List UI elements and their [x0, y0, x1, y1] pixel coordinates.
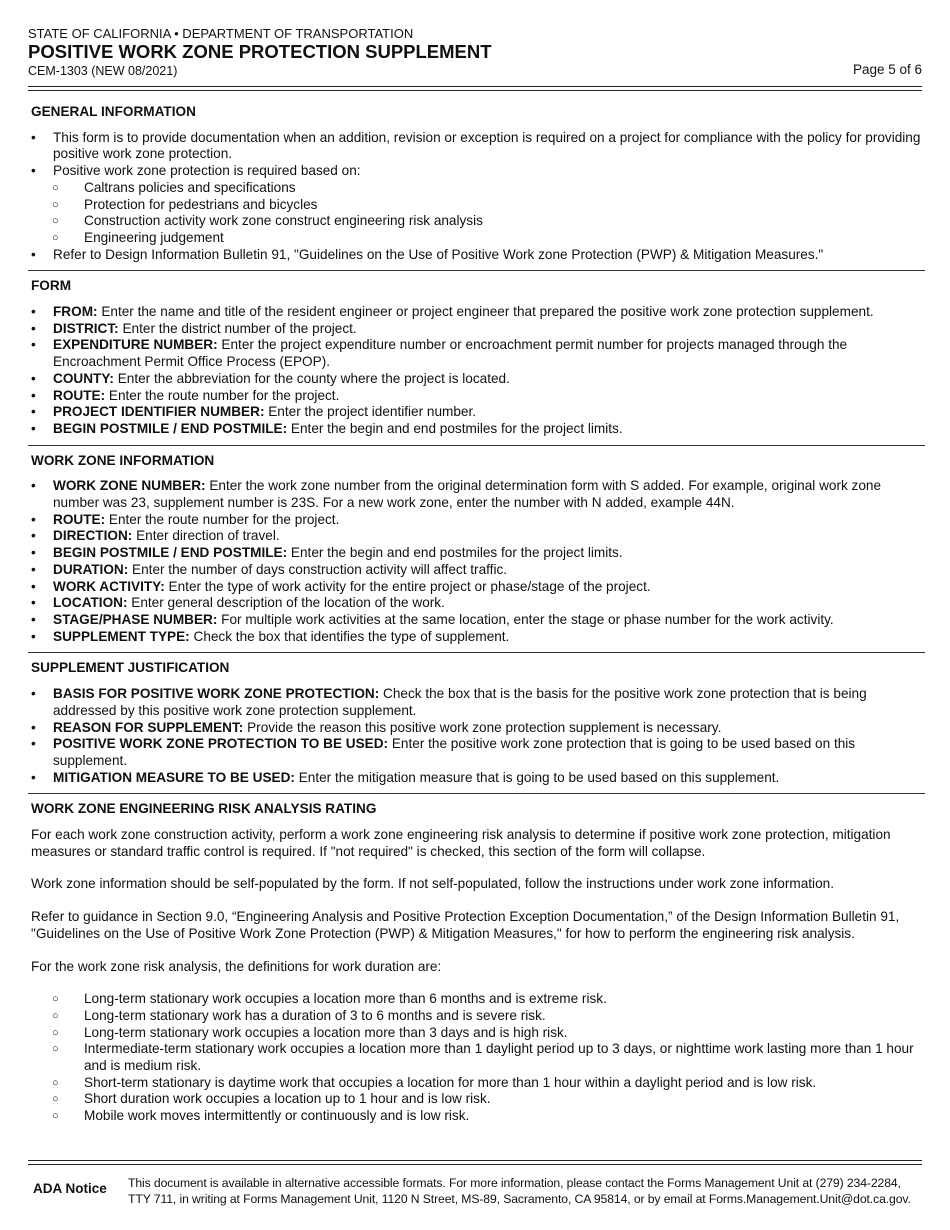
- list-item: • Positive work zone protection is required based on:: [31, 163, 922, 180]
- item-label: LOCATION:: [53, 595, 128, 611]
- footer-divider: [28, 1160, 922, 1165]
- item-label: BASIS FOR POSITIVE WORK ZONE PROTECTION:: [53, 686, 380, 702]
- item-label: ROUTE:: [53, 511, 106, 527]
- list-item: [31, 512, 922, 529]
- item-text: Enter the work zone number from the original determination form with S added. For example, original work zone number was 23, supplement number is 23S. For a new work zone, enter the number with N added, example 44N.: [53, 478, 882, 511]
- item-label: BEGIN POSTMILE / END POSTMILE:: [53, 420, 288, 436]
- list-item: ○ Protection for pedestrians and bicycles: [31, 197, 922, 214]
- item-text: Enter the positive work zone protection that is going to be used based on this supplement.: [53, 736, 856, 768]
- list-item: [31, 595, 922, 612]
- page-footer: [28, 1160, 922, 1207]
- work-zone-list: [31, 478, 922, 645]
- item-label: REASON FOR SUPPLEMENT:: [53, 719, 244, 735]
- section-divider: [28, 445, 925, 446]
- list-item: • This form is to provide documentation when an addition, revision or exception is required on a project for compliance with the policy for providing positive work zone protection.: [31, 130, 922, 163]
- header-divider: [28, 86, 922, 91]
- general-information-section: [31, 104, 922, 263]
- list-item: [31, 371, 922, 388]
- list-item: [31, 421, 922, 438]
- item-text: For multiple work activities at the same location, enter the stage or phase number for the work activity.: [217, 611, 834, 627]
- form-title: POSITIVE WORK ZONE PROTECTION SUPPLEMENT: [28, 41, 492, 62]
- item-text: Enter the name and title of the resident engineer or project engineer that prepared the positive work zone protection supplement.: [97, 304, 874, 320]
- list-item: [31, 770, 922, 787]
- list-item: ○ Long-term stationary work occupies a location more than 6 months and is extreme risk.: [31, 991, 922, 1008]
- item-label: WORK ZONE NUMBER:: [53, 478, 206, 494]
- item-text: Enter the route number for the project.: [105, 387, 340, 403]
- item-text: Enter the project identifier number.: [264, 404, 477, 420]
- paragraph: For the work zone risk analysis, the definitions for work duration are:: [31, 958, 442, 974]
- item-label: DIRECTION:: [53, 528, 133, 544]
- list-item: [31, 545, 922, 562]
- item-text: Enter the begin and end postmiles for the project limits.: [287, 545, 623, 561]
- section-title: GENERAL INFORMATION: [31, 104, 196, 119]
- item-text: Enter the begin and end postmiles for the project limits.: [287, 420, 623, 436]
- item-label: STAGE/PHASE NUMBER:: [53, 611, 218, 627]
- section-title: WORK ZONE INFORMATION: [31, 452, 215, 468]
- item-text: Check the box that identifies the type of supplement.: [189, 628, 510, 644]
- page-header: [28, 26, 922, 79]
- list-item: [31, 562, 922, 579]
- form-section: [31, 278, 922, 437]
- list-item: [31, 528, 922, 545]
- list-item: [31, 579, 922, 596]
- section-title: WORK ZONE ENGINEERING RISK ANALYSIS RATING: [31, 801, 377, 817]
- list-item: ○ Caltrans policies and specifications: [31, 180, 922, 197]
- list-item: [31, 612, 922, 629]
- form-number: CEM-1303 (NEW 08/2021): [28, 64, 178, 78]
- list-item: ○ Short duration work occupies a location up to 1 hour and is low risk.: [31, 1091, 922, 1108]
- list-item: ○ Long-term stationary work occupies a location more than 3 days and is high risk.: [31, 1025, 922, 1042]
- item-label: MITIGATION MEASURE TO BE USED:: [53, 769, 295, 785]
- ada-notice: [28, 1176, 922, 1207]
- item-text: Enter the district number of the project.: [118, 320, 357, 336]
- item-label: WORK ACTIVITY:: [53, 578, 165, 594]
- item-label: EXPENDITURE NUMBER:: [53, 337, 218, 353]
- item-text: Enter the mitigation measure that is going to be used based on this supplement.: [294, 769, 780, 785]
- list-item: [31, 720, 922, 737]
- item-label: PROJECT IDENTIFIER NUMBER:: [53, 404, 265, 420]
- list-item: [31, 478, 922, 511]
- list-item: [31, 388, 922, 405]
- list-item: [31, 304, 922, 321]
- general-list: [31, 130, 922, 180]
- item-text: Enter the project expenditure number or encroachment permit number for projects managed through the Encroachment Permit Office Process (EPOP).: [53, 337, 848, 370]
- paragraph: Refer to guidance in Section 9.0, “Engineering Analysis and Positive Protection Exception Documentation,” of the Design Information Bulletin 91, "Guidelines on the Use of Positive Work Zone Protection (PWP) & Mitigation Measures," for how to perform the engineering risk analysis.: [31, 909, 900, 941]
- section-divider: [28, 793, 925, 794]
- supplement-justification-section: [31, 660, 922, 786]
- item-text: Enter the type of work activity for the entire project or phase/stage of the project.: [164, 578, 651, 594]
- item-label: COUNTY:: [53, 370, 114, 386]
- justification-list: [31, 686, 922, 786]
- general-list-cont: [31, 247, 922, 264]
- list-item: [31, 404, 922, 421]
- list-item: ○ Construction activity work zone construct engineering risk analysis: [31, 213, 922, 230]
- item-label: FROM:: [53, 304, 98, 320]
- list-item: [31, 321, 922, 338]
- list-item: [31, 629, 922, 646]
- item-label: POSITIVE WORK ZONE PROTECTION TO BE USED:: [53, 736, 389, 752]
- ada-label: ADA Notice: [33, 1181, 107, 1196]
- item-label: BEGIN POSTMILE / END POSTMILE:: [53, 545, 288, 561]
- form-list: [31, 304, 922, 438]
- item-text: Enter direction of travel.: [132, 528, 280, 544]
- list-item: ○ Long-term stationary work has a duration of 3 to 6 months and is severe risk.: [31, 1008, 922, 1025]
- item-text: Check the box that is the basis for the positive work zone protection that is being addressed by this positive work zone protection supplement.: [53, 686, 867, 718]
- section-divider: [28, 652, 925, 653]
- ada-text: [128, 1176, 911, 1207]
- section-title: FORM: [31, 278, 72, 294]
- item-label: DISTRICT:: [53, 320, 119, 336]
- list-item: ○ Intermediate-term stationary work occupies a location more than 1 daylight period up to 3 days, or nighttime work lasting more than 1 hour and is medium risk.: [31, 1041, 922, 1074]
- item-label: ROUTE:: [53, 387, 106, 403]
- item-text: Provide the reason this positive work zone protection supplement is necessary.: [243, 719, 722, 735]
- list-item: [31, 686, 922, 719]
- list-item: ○ Mobile work moves intermittently or continuously and is low risk.: [31, 1108, 922, 1125]
- paragraph: Work zone information should be self-populated by the form. If not self-populated, follow the instructions under work zone information.: [31, 876, 834, 892]
- section-divider: [28, 270, 925, 271]
- ada-line: This document is available in alternative accessible formats. For more information, please contact the Forms Management Unit at (279) 234-2284,: [128, 1176, 901, 1190]
- list-item: ○ Short-term stationary is daytime work that occupies a location for more than 1 hour within a daylight period and is low risk.: [31, 1075, 922, 1092]
- list-item: [31, 736, 922, 769]
- item-text: Enter the route number for the project.: [105, 511, 340, 527]
- section-title: SUPPLEMENT JUSTIFICATION: [31, 660, 230, 676]
- item-label: SUPPLEMENT TYPE:: [53, 628, 190, 644]
- ada-line: TTY 711, in writing at Forms Management Unit, 1120 N Street, MS-89, Sacramento, CA 95814, or by email at Forms.Management.Unit@dot.ca.gov.: [128, 1191, 911, 1206]
- item-label: DURATION:: [53, 561, 129, 577]
- item-text: Enter general description of the location of the work.: [127, 595, 445, 611]
- item-text: Enter the abbreviation for the county where the project is located.: [113, 370, 510, 386]
- risk-analysis-section: [31, 801, 922, 1125]
- paragraph: For each work zone construction activity, perform a work zone engineering risk analysis to determine if positive work zone protection, mitigation measures or standard traffic control is required. If "not required" is checked, this section of the form will collapse.: [31, 827, 891, 859]
- list-item: ○ Engineering judgement: [31, 230, 922, 247]
- duration-definitions-list: [31, 991, 922, 1125]
- work-zone-information-section: [31, 453, 922, 646]
- page-number: Page 5 of 6: [852, 62, 922, 77]
- list-item: • Refer to Design Information Bulletin 91, "Guidelines on the Use of Positive Work zone Protection (PWP) & Mitigation Measures.": [31, 247, 922, 264]
- list-item: [31, 337, 922, 370]
- basis-sublist: [31, 180, 922, 247]
- instructions-body: [31, 104, 922, 1125]
- item-text: Enter the number of days construction activity will affect traffic.: [128, 561, 508, 577]
- agency-line: STATE OF CALIFORNIA • DEPARTMENT OF TRANSPORTATION: [28, 26, 414, 41]
